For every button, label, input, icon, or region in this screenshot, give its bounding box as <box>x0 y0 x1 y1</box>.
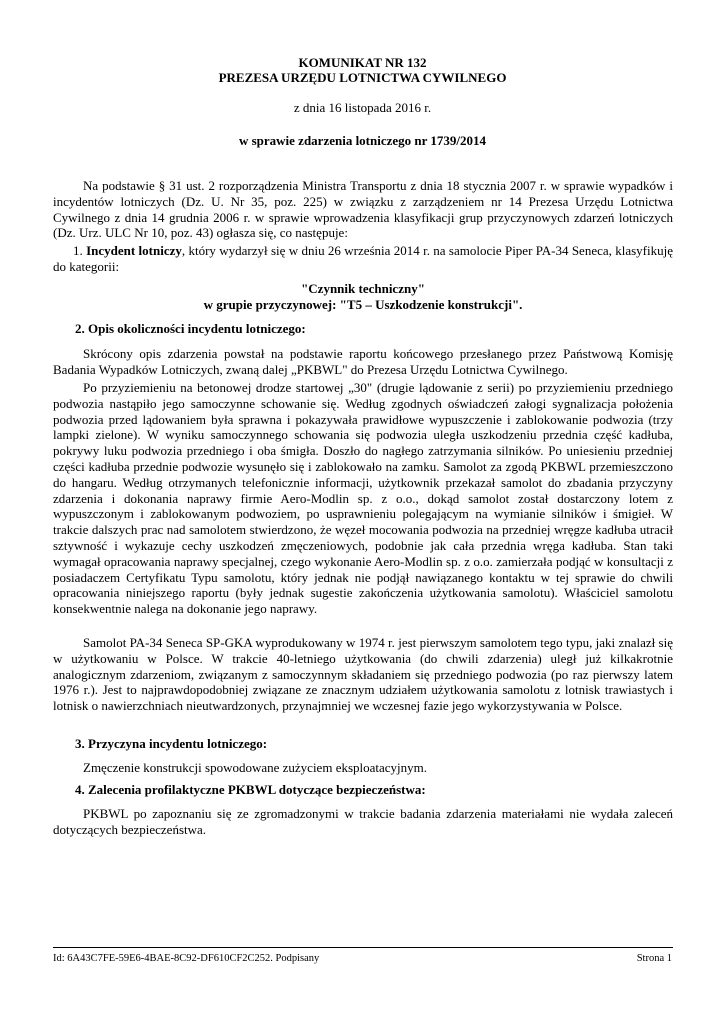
section-4-heading: 4. Zalecenia profilaktyczne PKBWL dotyczące bezpieczeństwa: <box>75 782 426 797</box>
intro-paragraph: Na podstawie § 31 ust. 2 rozporządzenia Ministra Transportu z dnia 18 stycznia 2007 r. w sprawie wypadków i incydentów lotniczych (Dz. U. Nr 35, poz. 225) w związku z zarządzeniem nr 14 Prezesa Urzędu Lotnictwa Cywilnego z dnia 14 grudnia 2006 r. w sprawie wprowadzenia klasyfikacji grup przyczynowych zdarzeń lotniczych (Dz. Urz. ULC Nr 10, poz. 43) ogłasza się, co następuje: <box>53 178 673 241</box>
category-line-1: "Czynnik techniczny" <box>301 281 425 296</box>
title-line-1: KOMUNIKAT NR 132 <box>298 55 427 70</box>
category-line-2: w grupie przyczynowej: "T5 – Uszkodzenie konstrukcji". <box>203 296 523 312</box>
section-1-paragraph <box>53 243 673 275</box>
footer-divider <box>53 947 673 948</box>
section-3-paragraph: Zmęczenie konstrukcji spowodowane zużyciem eksploatacyjnym. <box>83 760 428 775</box>
document-subject: w sprawie zdarzenia lotniczego nr 1739/2014 <box>238 133 487 148</box>
section-1-term: Incydent lotniczy <box>86 243 182 258</box>
section-1-text: , który wydarzył się w dniu 26 września 2014 r. na samolocie Piper PA-34 Seneca, klasyfikuję do kategorii: <box>53 243 673 274</box>
section-2-heading: 2. Opis okoliczności incydentu lotniczego: <box>75 321 306 336</box>
category-block <box>53 281 673 312</box>
title-line-2: PREZESA URZĘDU LOTNICTWA CYWILNEGO <box>218 70 507 85</box>
section-2-paragraph-2: Po przyziemieniu na betonowej drodze startowej „30" (drugie lądowanie z serii) po przyziemieniu przedniego podwozia nastąpiło jego samoczynne schowanie się. Według zgodnych oświadczeń załogi sygnalizacja położenia podwozia przed lądowaniem była sprawna i pokazywała prawidłowe wypuszczenie i zablokowanie podwozia (trzy lampki zielone). W wyniku samoczynnego schowania się podwozia uległa uszkodzeniu przednia część kadłuba, pokrywy luku podwozia przedniego i oba śmigła. Doszło do nagłego zatrzymania silników. Po uniesieniu przedniej części kadłuba przednie podwozie wysunęło się i zablokowało na zamku. Samolot za zgodą PKBWL przemieszczono do hangaru. Według otrzymanych telefonicznie informacji, użytkownik przekazał samolot do zbadania przyczyny zdarzenia i dokonania naprawy firmie Aero-Modlin sp. z o.o., dokąd samolot został dostarczony lotem z wypuszczonym i zablokowanym podwoziem, po usprawnieniu polegającym na wymianie silników i śmigieł. W trakcie dalszych prac nad samolotem stwierdzono, że węzeł mocowania podwozia na przedniej wręgze kadłuba utracił sztywność i wykazuje cechy uszkodzeń zmęczeniowych, podobnie jak cała przednia wręga kadłuba. Stan taki wymagał opracowania naprawy specjalnej, czego wykonanie Aero-Modlin sp. z o.o. zamierzała podjąć w konsultacji z posiadaczem Certyfikatu Typu samolotu, który jednak nie podjął nawiązanego kontaktu w tej sprawie do chwili opracowania niniejszego raportu (były jednak sugestie zakończenia użytkowania samolotu). Właściciel samolotu konsekwentnie nalega na dokonanie jego naprawy. <box>53 380 673 617</box>
footer-document-id: Id: 6A43C7FE-59E6-4BAE-8C92-DF610CF2C252. Podpisany <box>53 953 320 964</box>
section-3-heading: 3. Przyczyna incydentu lotniczego: <box>75 736 268 751</box>
section-1-number: 1. <box>73 243 83 258</box>
document-title <box>0 55 725 85</box>
section-2-paragraph-3: Samolot PA-34 Seneca SP-GKA wyprodukowany w 1974 r. jest pierwszym samolotem tego typu, jaki znalazł się w użytkowaniu w Polsce. W trakcie 40-letniego użytkowania (do chwili zdarzenia) uległ już kilkakrotnie analogicznym zdarzeniom, związanym z samoczynnym składaniem się przedniego podwozia (po raz pierwszy latem 1976 r.). Jest to najprawdopodobniej związane ze znacznym udziałem użytkowania samolotu z lotnisk trawiastych i lotnisk o nawierzchniach nieutwardzonych, przynajmniej we wczesnej fazie jego wykorzystywania w Polsce. <box>53 635 673 714</box>
document-date: z dnia 16 listopada 2016 r. <box>293 100 432 115</box>
footer-page-number: Strona 1 <box>636 953 672 964</box>
section-2-paragraph-1: Skrócony opis zdarzenia powstał na podstawie raportu końcowego przesłanego przez Państwową Komisję Badania Wypadków Lotniczych, zwaną dalej „PKBWL" do Prezesa Urzędu Lotnictwa Cywilnego. <box>53 346 673 377</box>
section-4-paragraph: PKBWL po zapoznaniu się ze zgromadzonymi w trakcie badania zdarzenia materiałami nie wydała zaleceń dotyczących bezpieczeństwa. <box>53 806 673 837</box>
